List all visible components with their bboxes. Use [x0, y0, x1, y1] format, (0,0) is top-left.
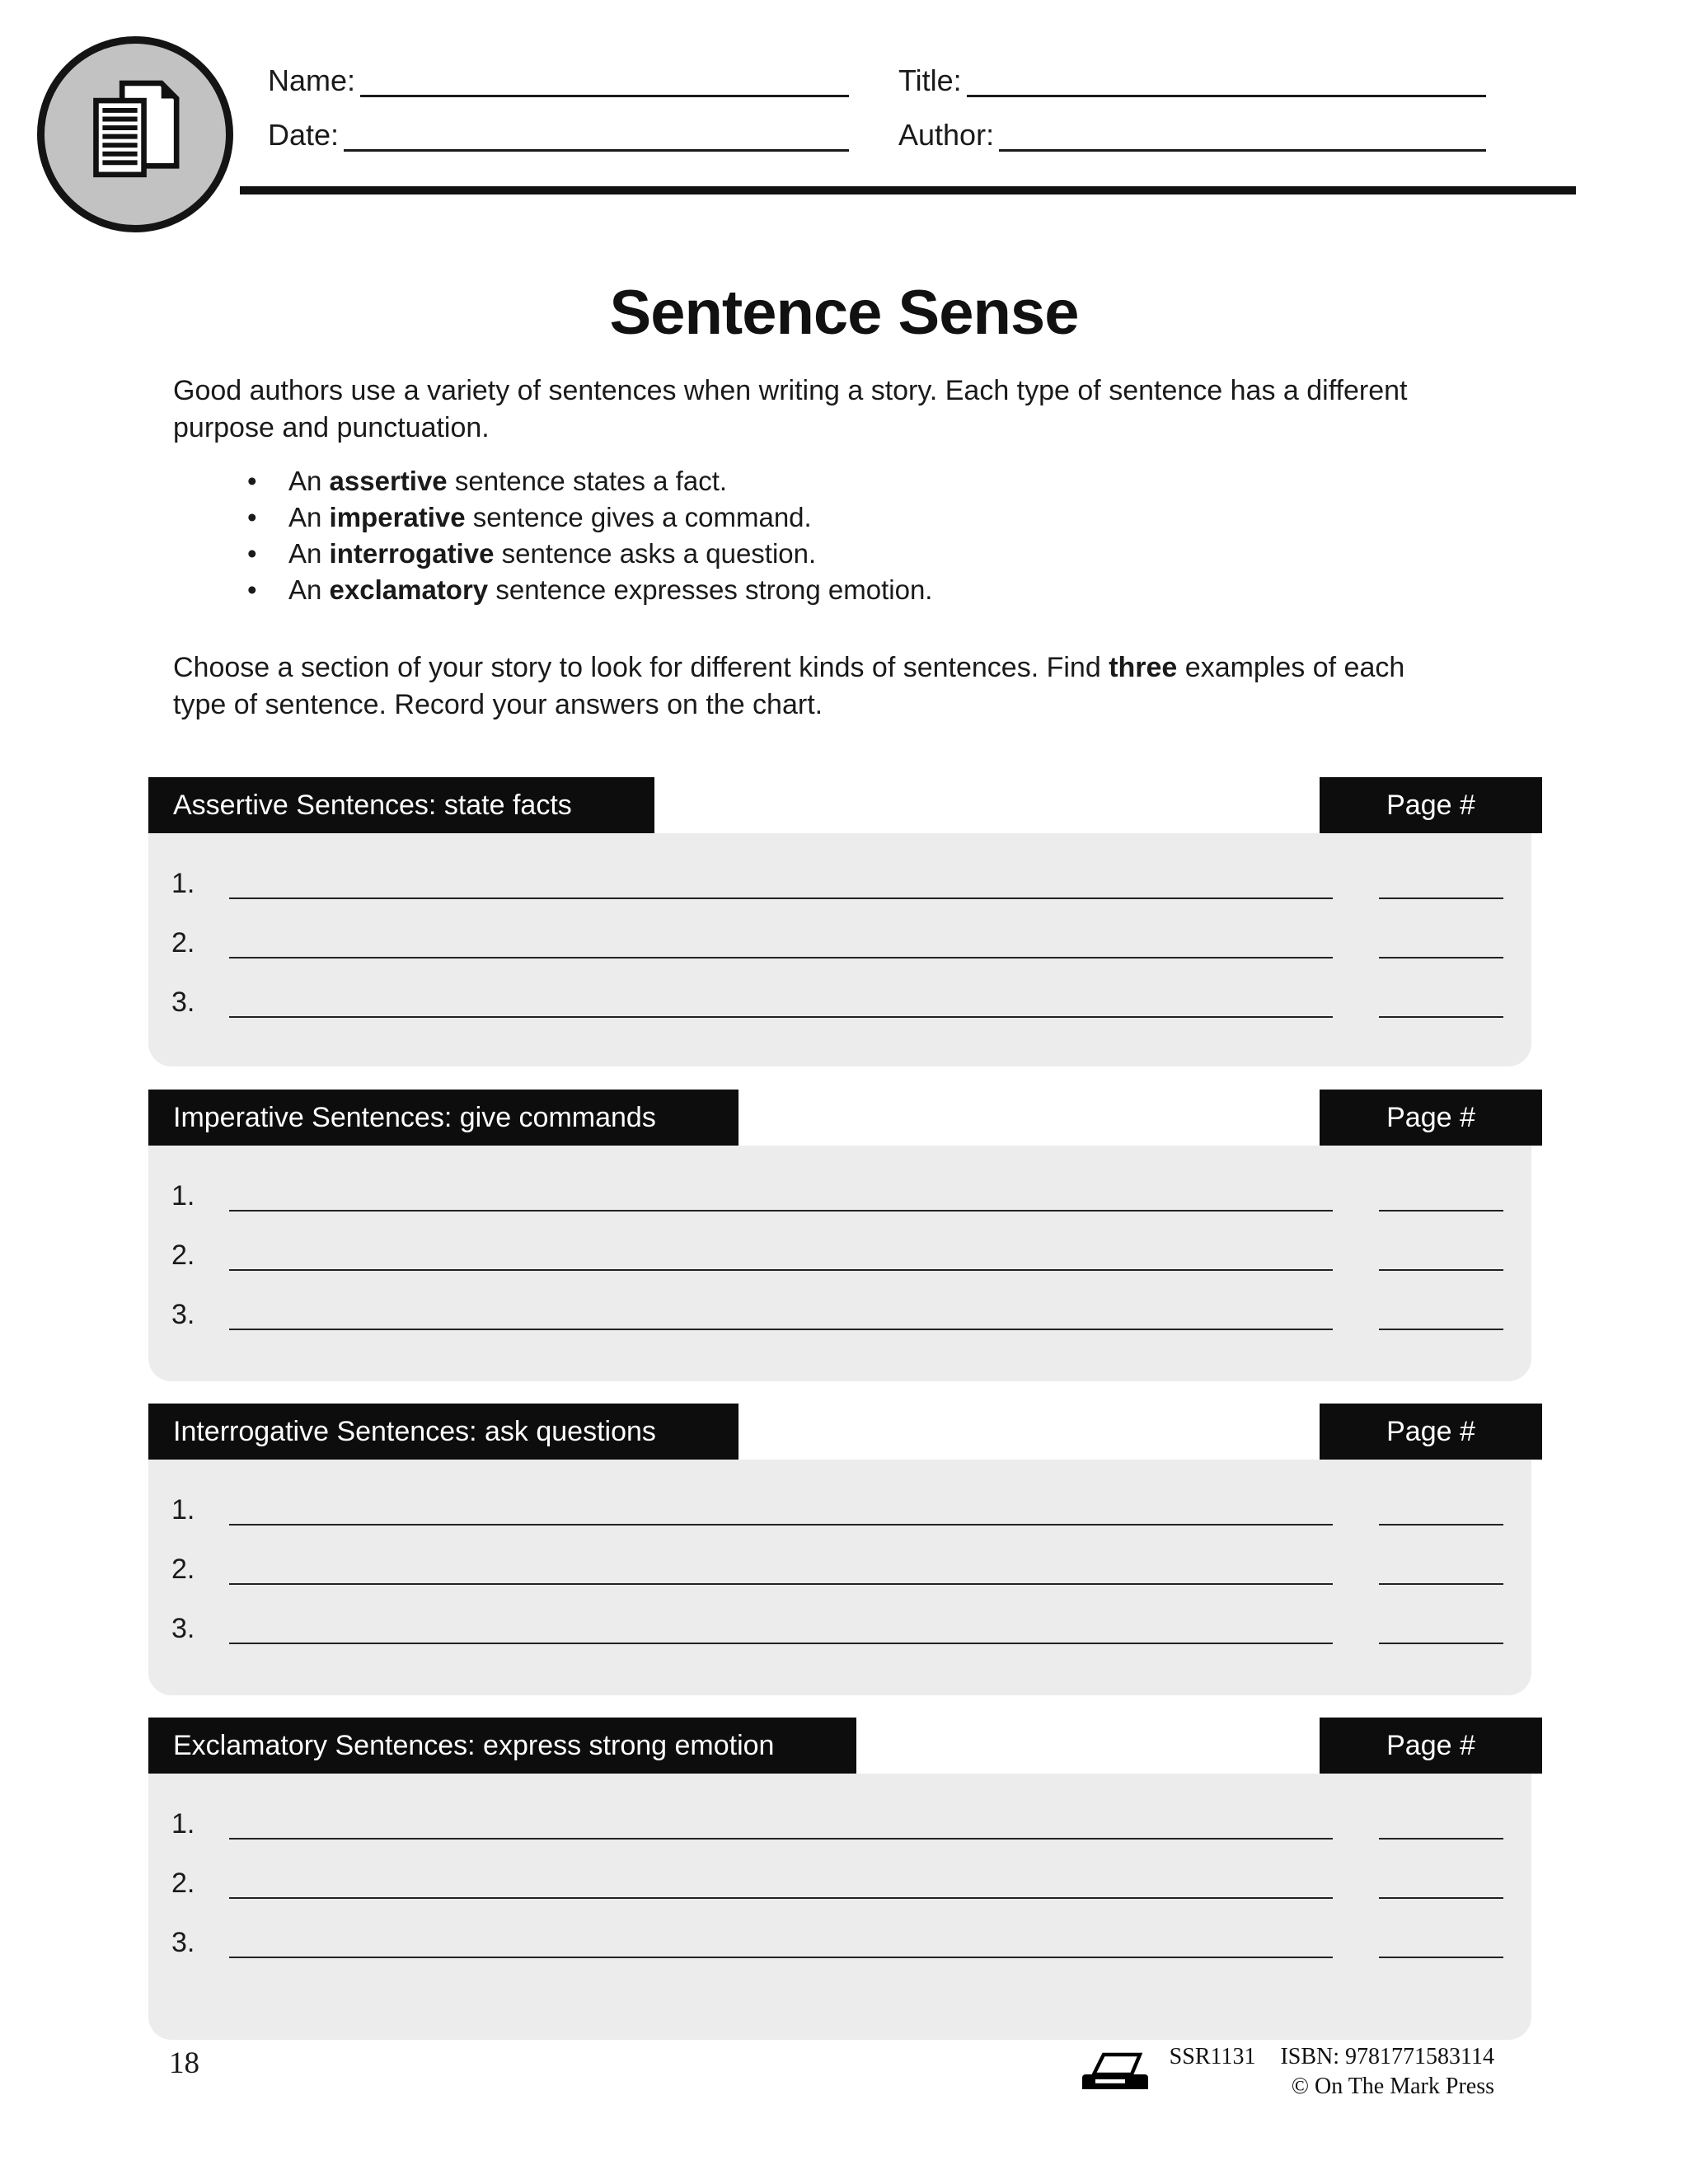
- bullet-term: interrogative: [329, 538, 495, 569]
- row-number: 3.: [171, 987, 195, 1018]
- row-number: 1.: [171, 1808, 195, 1840]
- bullet-text: An assertive sentence states a fact.: [288, 466, 728, 496]
- bullet-dot-icon: •: [247, 502, 257, 532]
- row-number: 2.: [171, 1868, 195, 1899]
- page-blank-line: [1379, 1957, 1503, 1958]
- intro-text: Good authors use a variety of sentences when writing a story. Each type of sentence has a different purpose and punctuation.: [173, 375, 1408, 443]
- list-item: [247, 499, 1401, 536]
- section-header: [148, 777, 1542, 833]
- page-title: Sentence Sense: [609, 278, 1079, 348]
- answer-blank-line: [229, 1583, 1333, 1585]
- answer-blank-line: [229, 898, 1333, 899]
- bullet-dot-icon: •: [247, 574, 257, 605]
- answer-row: [148, 1212, 1531, 1271]
- row-number: 2.: [171, 927, 195, 958]
- section-header: [148, 1090, 1542, 1146]
- page-blank-line: [1379, 1897, 1503, 1899]
- page-number-header: Page #: [1320, 1718, 1542, 1774]
- answer-blank-line: [229, 1957, 1333, 1958]
- answer-blank-line: [229, 957, 1333, 958]
- page-blank-line: [1379, 957, 1503, 958]
- bullet-term: imperative: [329, 502, 466, 532]
- author-field: [898, 109, 1486, 152]
- name-field: [268, 54, 849, 97]
- answer-row: [148, 899, 1531, 958]
- date-label: Date:: [268, 118, 340, 152]
- date-blank-line: [344, 109, 849, 152]
- section-body: [148, 833, 1531, 1066]
- instructions-text: Choose a section of your story to look for different kinds of sentences. Find three examples of each type of sentence. Record your answers on the chart.: [173, 652, 1405, 720]
- page-blank-line: [1379, 898, 1503, 899]
- title-label: Title:: [898, 63, 962, 97]
- footer-page-number: 18: [169, 2046, 199, 2080]
- answer-row: [148, 1899, 1531, 1958]
- section-header: [148, 1404, 1542, 1460]
- page-number-header: Page #: [1320, 1090, 1542, 1146]
- bullet-term: assertive: [329, 466, 448, 496]
- section-exclamatory-sentences: [148, 1718, 1542, 2040]
- title-field: [898, 54, 1486, 97]
- answer-blank-line: [229, 1524, 1333, 1526]
- answer-row: [148, 1526, 1531, 1585]
- product-code: SSR1131: [1169, 2044, 1256, 2069]
- printer-icon: [1082, 2048, 1150, 2096]
- list-item: [247, 572, 1401, 608]
- sentence-type-list: [247, 463, 1401, 608]
- publisher-info: [1082, 2042, 1494, 2102]
- row-number: 3.: [171, 1613, 195, 1644]
- page-blank-line: [1379, 1643, 1503, 1644]
- answer-row: [148, 1152, 1531, 1212]
- page-blank-line: [1379, 1838, 1503, 1840]
- bullet-text: An exclamatory sentence expresses strong emotion.: [288, 574, 933, 605]
- section-interrogative-sentences: [148, 1404, 1542, 1695]
- section-assertive-sentences: [148, 777, 1542, 1066]
- author-label: Author:: [898, 118, 995, 152]
- answer-row: [148, 1840, 1531, 1899]
- bullet-dot-icon: •: [247, 466, 257, 496]
- section-title: Assertive Sentences: state facts: [148, 777, 654, 833]
- document-icon: [81, 76, 190, 193]
- row-number: 3.: [171, 1927, 195, 1958]
- name-label: Name:: [268, 63, 356, 97]
- answer-blank-line: [229, 1210, 1333, 1212]
- page-blank-line: [1379, 1269, 1503, 1271]
- answer-blank-line: [229, 1016, 1333, 1018]
- section-body: [148, 1774, 1531, 2040]
- page-blank-line: [1379, 1016, 1503, 1018]
- publisher-text: [1170, 2042, 1494, 2102]
- answer-blank-line: [229, 1643, 1333, 1644]
- isbn-text: ISBN: 9781771583114: [1280, 2044, 1494, 2069]
- section-title: Exclamatory Sentences: express strong emotion: [148, 1718, 856, 1774]
- answer-row: [148, 1780, 1531, 1840]
- section-header: [148, 1718, 1542, 1774]
- list-item: [247, 536, 1401, 572]
- section-title: Imperative Sentences: give commands: [148, 1090, 738, 1146]
- bullet-text: An interrogative sentence asks a question.: [288, 538, 817, 569]
- worksheet-badge: [37, 36, 233, 232]
- row-number: 1.: [171, 1180, 195, 1212]
- name-blank-line: [360, 54, 849, 97]
- answer-row: [148, 1271, 1531, 1330]
- answer-row: [148, 840, 1531, 899]
- page-number-header: Page #: [1320, 1404, 1542, 1460]
- author-blank-line: [999, 109, 1486, 152]
- row-number: 2.: [171, 1554, 195, 1585]
- row-number: 1.: [171, 868, 195, 899]
- page-blank-line: [1379, 1329, 1503, 1330]
- title-blank-line: [967, 54, 1486, 97]
- page-blank-line: [1379, 1524, 1503, 1526]
- answer-row: [148, 958, 1531, 1018]
- list-item: [247, 463, 1401, 499]
- row-number: 2.: [171, 1240, 195, 1271]
- row-number: 3.: [171, 1299, 195, 1330]
- bullet-term: exclamatory: [329, 574, 489, 605]
- bullet-text: An imperative sentence gives a command.: [288, 502, 812, 532]
- header-fields: [268, 54, 1486, 163]
- page-blank-line: [1379, 1583, 1503, 1585]
- answer-blank-line: [229, 1329, 1333, 1330]
- bullet-dot-icon: •: [247, 538, 257, 569]
- answer-blank-line: [229, 1269, 1333, 1271]
- page-number-header: Page #: [1320, 777, 1542, 833]
- page-blank-line: [1379, 1210, 1503, 1212]
- answer-row: [148, 1466, 1531, 1526]
- row-number: 1.: [171, 1494, 195, 1526]
- section-body: [148, 1460, 1531, 1695]
- answer-blank-line: [229, 1838, 1333, 1840]
- section-imperative-sentences: [148, 1090, 1542, 1381]
- header-divider-rule: [240, 186, 1576, 194]
- section-title: Interrogative Sentences: ask questions: [148, 1404, 738, 1460]
- date-field: [268, 109, 849, 152]
- answer-row: [148, 1585, 1531, 1644]
- copyright-text: © On The Mark Press: [1291, 2074, 1494, 2099]
- answer-blank-line: [229, 1897, 1333, 1899]
- section-body: [148, 1146, 1531, 1381]
